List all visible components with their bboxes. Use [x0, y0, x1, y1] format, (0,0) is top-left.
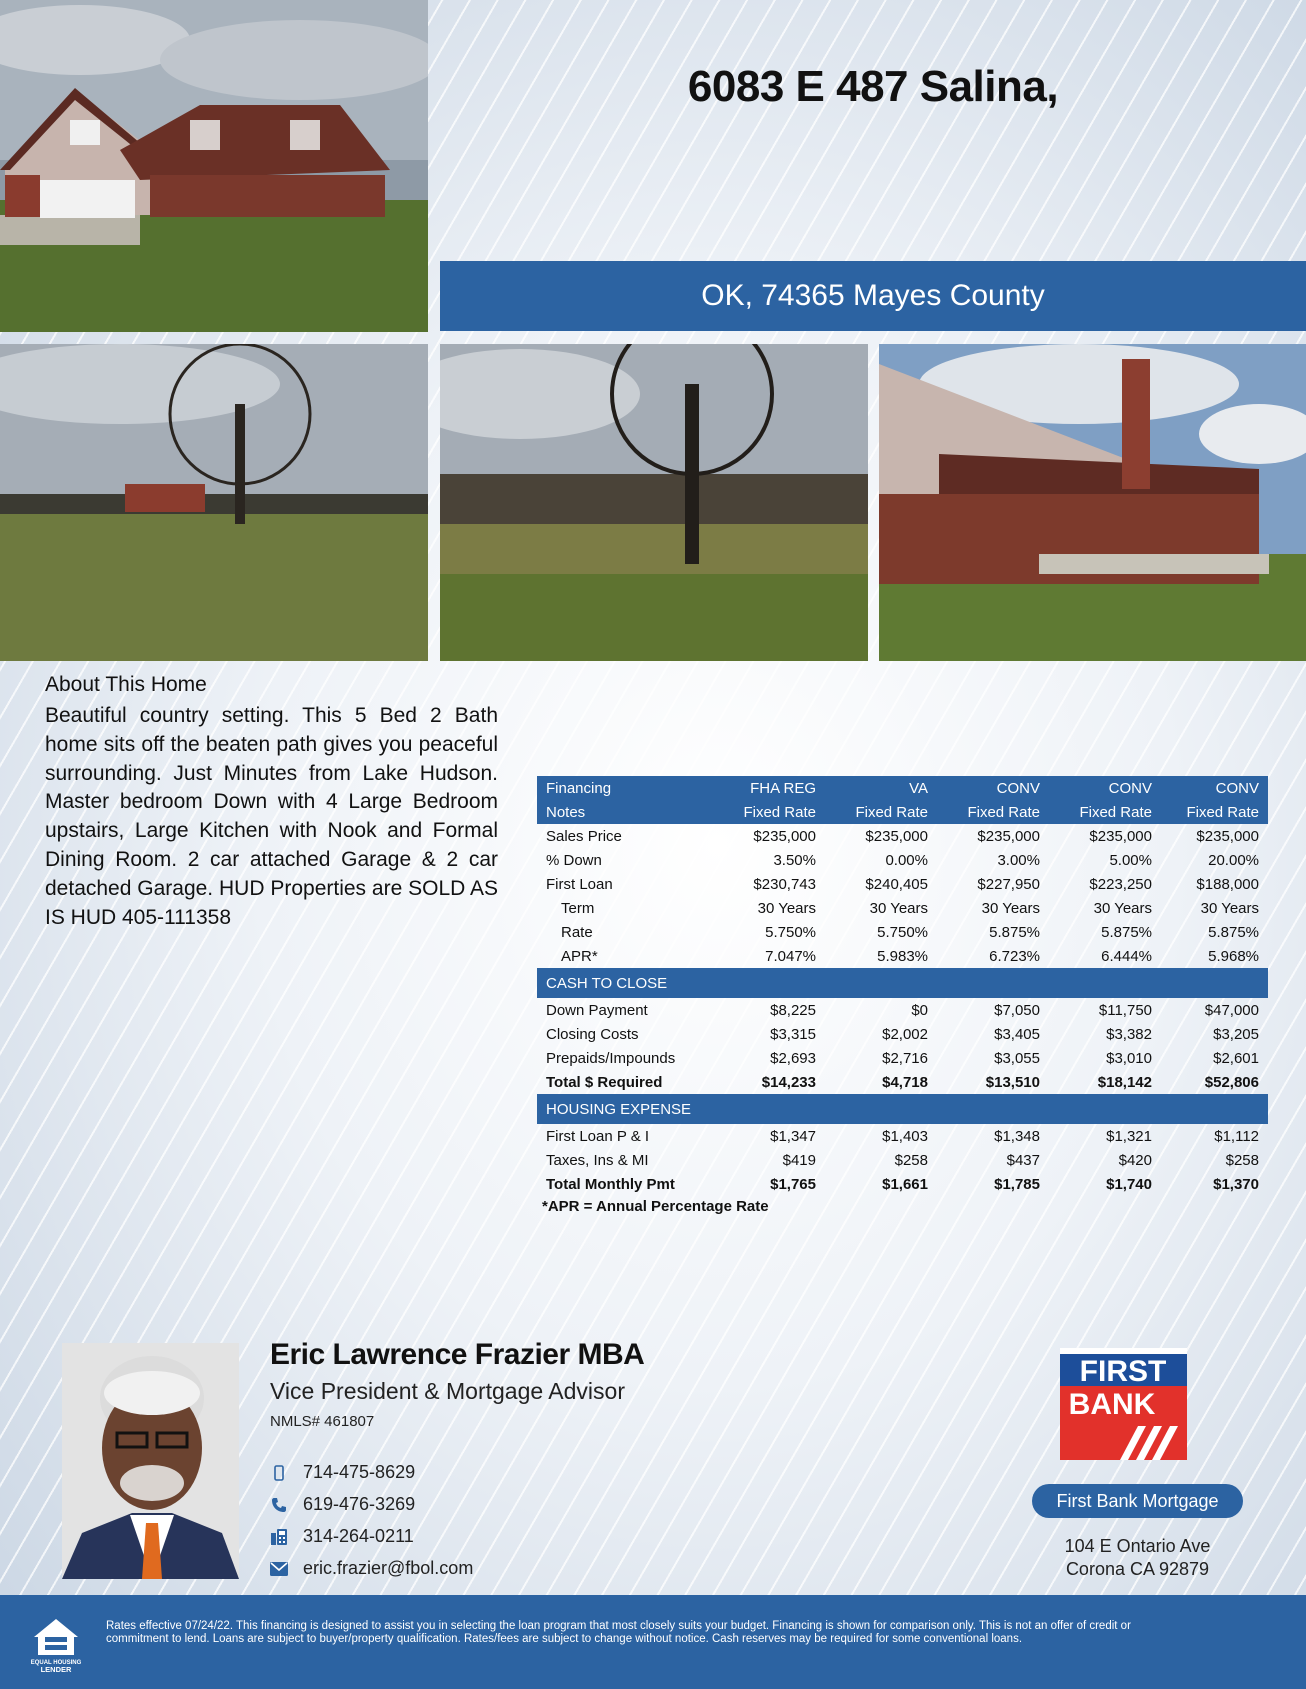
- table-cell: $2,002: [882, 1025, 928, 1043]
- table-row: [537, 1124, 1268, 1148]
- agent-nmls: NMLS# 461807: [270, 1413, 375, 1430]
- table-cell: $8,225: [770, 1001, 816, 1019]
- contact-fax: [270, 1526, 414, 1547]
- table-cell: $2,716: [882, 1049, 928, 1067]
- table-cell: $14,233: [761, 1073, 816, 1091]
- table-cell: $2,693: [770, 1049, 816, 1067]
- apr-footnote: *APR = Annual Percentage Rate: [542, 1198, 769, 1215]
- table-cell: FHA REG: [714, 776, 825, 800]
- row-label: Term: [561, 899, 595, 917]
- table-cell: $235,000: [865, 827, 928, 845]
- table-cell: $3,205: [1213, 1025, 1259, 1043]
- agent-title: Vice President & Mortgage Advisor: [270, 1378, 625, 1404]
- table-row: [537, 848, 1268, 872]
- table-cell: 0.00%: [885, 851, 928, 869]
- table-cell: 5.875%: [989, 923, 1040, 941]
- property-land-photo: [0, 344, 428, 661]
- table-cell: $258: [894, 1151, 928, 1169]
- table-row: [537, 824, 1268, 848]
- table-cell: 3.50%: [773, 851, 816, 869]
- table-cell: 5.983%: [877, 947, 928, 965]
- section-header-row: [537, 968, 1268, 998]
- table-row: [537, 1022, 1268, 1046]
- svg-text:EQUAL HOUSING: EQUAL HOUSING: [30, 1660, 82, 1666]
- table-cell: Fixed Rate: [714, 800, 825, 824]
- table-cell: $3,055: [994, 1049, 1040, 1067]
- row-label: APR*: [561, 947, 598, 965]
- agent-headshot: [62, 1343, 239, 1579]
- row-label: Prepaids/Impounds: [546, 1049, 676, 1067]
- phone-icon: [270, 1496, 288, 1514]
- row-label: First Loan P & I: [546, 1127, 650, 1145]
- agent-mobile[interactable]: 714-475-8629: [303, 1462, 416, 1482]
- table-cell: $223,250: [1089, 875, 1152, 893]
- contact-email: [270, 1558, 473, 1579]
- table-cell: $420: [1118, 1151, 1152, 1169]
- table-cell: 5.875%: [1208, 923, 1259, 941]
- table-cell: $230,743: [753, 875, 816, 893]
- table-cell: 6.723%: [989, 947, 1040, 965]
- table-cell: $235,000: [977, 827, 1040, 845]
- table-cell: 3.00%: [997, 851, 1040, 869]
- table-cell: 5.875%: [1101, 923, 1152, 941]
- table-cell: $188,000: [1196, 875, 1259, 893]
- table-row: [537, 872, 1268, 896]
- table-cell: $437: [1006, 1151, 1040, 1169]
- table-cell: $47,000: [1204, 1001, 1259, 1019]
- section-header: CASH TO CLOSE: [537, 968, 1268, 998]
- table-cell: 5.968%: [1208, 947, 1259, 965]
- table-cell: $52,806: [1204, 1073, 1259, 1091]
- table-cell: 6.444%: [1101, 947, 1152, 965]
- agent-phone[interactable]: 619-476-3269: [303, 1494, 416, 1514]
- table-cell: $235,000: [753, 827, 816, 845]
- table-cell: $1,403: [882, 1127, 928, 1145]
- table-cell: 30 Years: [1200, 899, 1259, 917]
- about-description: Beautiful country setting. This 5 Bed 2 Bath home sits off the beaten path gives you peaceful surrounding. Just Minutes from Lake Hudson. Master bedroom Down with 4 Large Bedroom upstairs, Large Kitchen with Nook and Formal Dining Room. 2 car attached Garage & 2 car detached Garage. HUD Properties are SOLD AS IS HUD 405-111358: [45, 704, 498, 929]
- first-bank-logo: [1060, 1348, 1187, 1460]
- house-rear-photo: [879, 344, 1306, 661]
- fax-icon: [270, 1528, 288, 1546]
- table-cell: 30 Years: [869, 899, 928, 917]
- table-cell: $4,718: [882, 1073, 928, 1091]
- table-cell: $419: [782, 1151, 816, 1169]
- table-cell: $11,750: [1098, 1001, 1152, 1019]
- bank-address-line2: Corona CA 92879: [1065, 1559, 1210, 1579]
- row-label: Notes: [537, 800, 714, 824]
- table-cell: Fixed Rate: [937, 800, 1049, 824]
- footer-disclaimer: Rates effective 07/24/22. This financing is designed to assist you in selecting the loan program that most closely suits your budget. Financing is shown for comparison only. This is not an offer of credit or commitment to lend. Loans are subject to buyer/property qualification. Rates/fees are subject to change without notice. Cash reserves may be required for some conventional loans.: [106, 1620, 1131, 1645]
- table-row: [537, 944, 1268, 968]
- row-label: Closing Costs: [546, 1025, 639, 1043]
- table-cell: CONV: [937, 776, 1049, 800]
- email-icon: [270, 1560, 288, 1578]
- house-front-photo: [0, 0, 428, 332]
- svg-text:FIRST: FIRST: [1079, 1355, 1167, 1388]
- table-row: [537, 800, 1268, 824]
- table-cell: $1,370: [1213, 1175, 1259, 1193]
- table-cell: $18,142: [1097, 1073, 1152, 1091]
- table-row: [537, 1172, 1268, 1196]
- svg-text:BANK: BANK: [1068, 1388, 1156, 1421]
- table-cell: 30 Years: [981, 899, 1040, 917]
- table-row: [537, 1148, 1268, 1172]
- listing-address-title: 6083 E 487 Salina,: [687, 62, 1059, 111]
- bank-address: [1032, 1535, 1243, 1581]
- table-cell: $2,601: [1213, 1049, 1259, 1067]
- row-label: Down Payment: [546, 1001, 648, 1019]
- row-label: Sales Price: [546, 827, 622, 845]
- table-row: [537, 776, 1268, 800]
- table-cell: $3,010: [1106, 1049, 1152, 1067]
- table-cell: 30 Years: [757, 899, 816, 917]
- table-cell: CONV: [1161, 776, 1268, 800]
- table-cell: $1,348: [994, 1127, 1040, 1145]
- about-heading: About This Home: [45, 673, 207, 696]
- table-cell: $0: [911, 1001, 928, 1019]
- agent-email[interactable]: eric.frazier@fbol.com: [303, 1558, 474, 1578]
- table-cell: CONV: [1049, 776, 1161, 800]
- table-cell: $13,510: [985, 1073, 1040, 1091]
- bank-name-badge: First Bank Mortgage: [1032, 1484, 1243, 1518]
- row-label: Total $ Required: [546, 1073, 663, 1091]
- table-cell: $1,112: [1214, 1127, 1259, 1145]
- table-row: [537, 1070, 1268, 1094]
- table-cell: 30 Years: [1093, 899, 1152, 917]
- table-cell: $1,740: [1106, 1175, 1152, 1193]
- svg-text:LENDER: LENDER: [40, 1665, 72, 1673]
- row-label: Taxes, Ins & MI: [546, 1151, 649, 1169]
- property-trees-photo: [440, 344, 868, 661]
- table-cell: 5.750%: [877, 923, 928, 941]
- table-cell: $1,347: [770, 1127, 816, 1145]
- table-cell: Fixed Rate: [1049, 800, 1161, 824]
- table-cell: $3,405: [994, 1025, 1040, 1043]
- row-label: Total Monthly Pmt: [546, 1175, 675, 1193]
- table-row: [537, 1046, 1268, 1070]
- row-label: Rate: [561, 923, 593, 941]
- contact-mobile: [270, 1462, 415, 1483]
- table-cell: $7,050: [994, 1001, 1040, 1019]
- section-header-row: [537, 1094, 1268, 1124]
- table-cell: $240,405: [865, 875, 928, 893]
- contact-phone: [270, 1494, 415, 1515]
- mobile-phone-icon: [270, 1464, 288, 1482]
- table-cell: $235,000: [1196, 827, 1259, 845]
- table-cell: $1,321: [1106, 1127, 1152, 1145]
- table-cell: $227,950: [977, 875, 1040, 893]
- table-cell: 5.00%: [1109, 851, 1152, 869]
- table-cell: $3,382: [1106, 1025, 1152, 1043]
- agent-fax[interactable]: 314-264-0211: [303, 1526, 414, 1546]
- agent-name: Eric Lawrence Frazier MBA: [270, 1338, 645, 1371]
- table-row: [537, 920, 1268, 944]
- row-label: % Down: [546, 851, 602, 869]
- row-label: Financing: [537, 776, 714, 800]
- table-cell: 20.00%: [1208, 851, 1259, 869]
- table-cell: Fixed Rate: [825, 800, 937, 824]
- listing-location-banner: OK, 74365 Mayes County: [440, 261, 1306, 331]
- section-header: HOUSING EXPENSE: [537, 1094, 1268, 1124]
- table-cell: $1,661: [882, 1175, 928, 1193]
- table-cell: Fixed Rate: [1161, 800, 1268, 824]
- financing-table: [537, 776, 1268, 1196]
- table-cell: $258: [1225, 1151, 1259, 1169]
- row-label: First Loan: [546, 875, 613, 893]
- table-cell: $1,765: [770, 1175, 816, 1193]
- table-cell: $1,785: [994, 1175, 1040, 1193]
- table-cell: $235,000: [1089, 827, 1152, 845]
- table-cell: 7.047%: [765, 947, 816, 965]
- equal-housing-lender-icon: [30, 1617, 82, 1673]
- table-row: [537, 896, 1268, 920]
- table-cell: 5.750%: [765, 923, 816, 941]
- bank-address-line1: 104 E Ontario Ave: [1064, 1536, 1211, 1556]
- table-cell: $3,315: [770, 1025, 816, 1043]
- table-row: [537, 998, 1268, 1022]
- table-cell: VA: [825, 776, 937, 800]
